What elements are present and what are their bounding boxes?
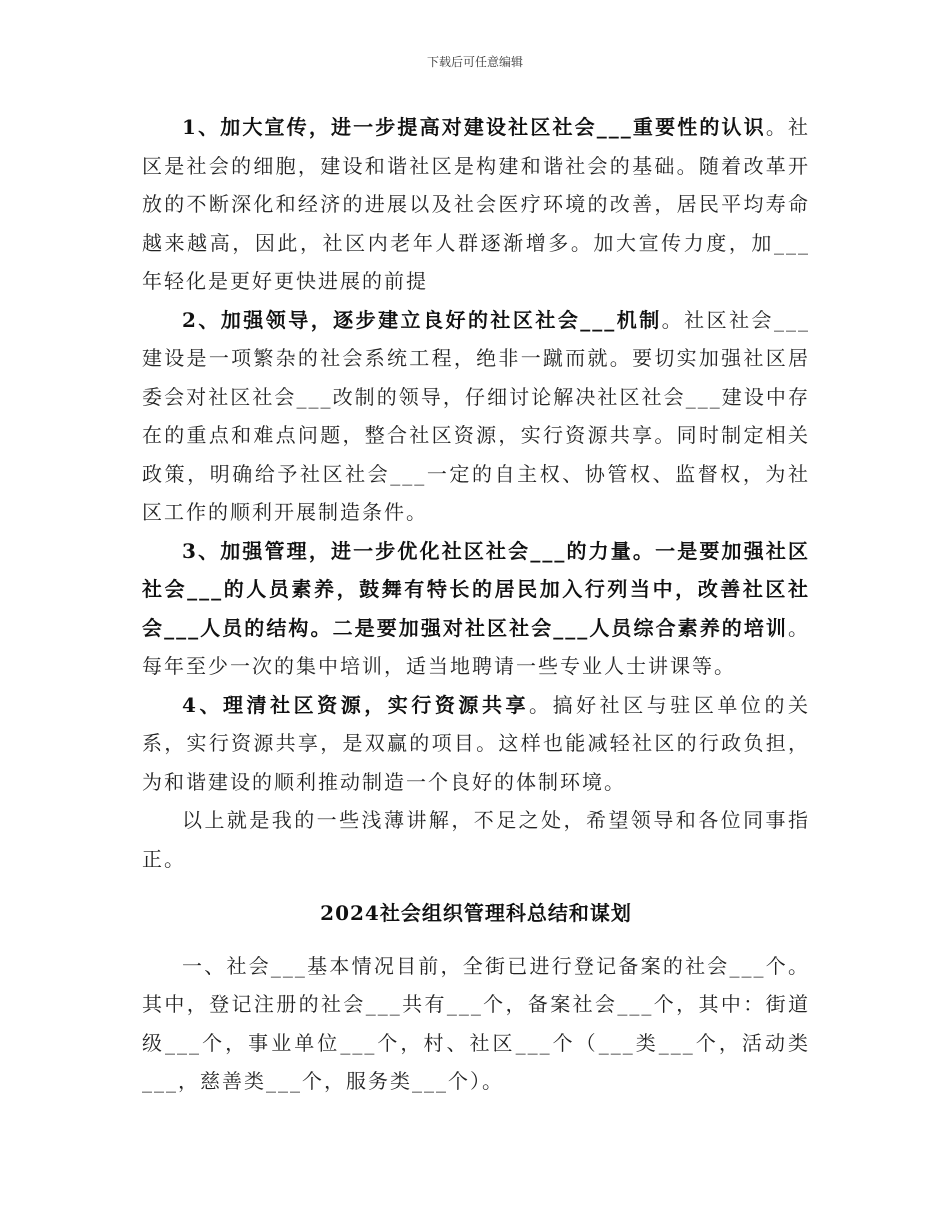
paragraph-heading: 2、加强领导，逐步建立良好的社区社会___机制 bbox=[182, 307, 662, 332]
paragraph-publicity bbox=[142, 108, 810, 301]
paragraph-leadership bbox=[142, 301, 810, 532]
paragraph-closing bbox=[142, 801, 810, 878]
paragraph-text: 一、社会___基本情况目前，全街已进行登记备案的社会___个。其中，登记注册的社会___共有___个，备案社会___个，其中：街道级___个，事业单位___个，村、社区___个（___类___个，活动类___，慈善类___个，服务类___个）。 bbox=[142, 953, 810, 1093]
paragraph-heading: 1、加大宣传，进一步提高对建设社区社会___重要性的认识 bbox=[182, 115, 766, 139]
paragraph-text: 。搞好社区与驻区单位的关系，实行资源共享，是双赢的项目。这样也能减轻社区的行政负担，为和谐建设的顺利推动制造一个良好的体制环境。 bbox=[142, 692, 811, 794]
section-title: 2024社会组织管理科总结和谋划 bbox=[320, 901, 632, 925]
paragraph-text: 以上就是我的一些浅薄讲解，不足之处，希望领导和各位同事指正。 bbox=[142, 808, 810, 871]
page-header: 下载后可任意编辑 bbox=[426, 55, 523, 69]
paragraph-text: 。社区社会___建设是一项繁杂的社会系统工程，绝非一蹴而就。要切实加强社区居委会对社区社会___改制的领导，仔细讨论解决社区社会___建设中存在的重点和难点问题，整合社区资源，实行资源共享。同时制定相关政策，明确给予社区社会___一定的自主权、协管权、监督权，为社区工作的顺利开展制造条件。 bbox=[142, 307, 810, 524]
document-body bbox=[142, 108, 810, 1101]
paragraph-heading: 3、加强管理，进一步优化社区社会___的力量。一是要加强社区社会___的人员素养，鼓舞有特长的居民加入行列当中，改善社区社会___人员的结构。二是要加强对社区社会___人员综合素养的培训 bbox=[142, 538, 810, 640]
paragraph-text: 。社区是社会的细胞，建设和谐社区是构建和谐社会的基础。随着改革开放的不断深化和经济的进展以及社会医疗环境的改善，居民平均寿命越来越高，因此，社区内老年人群逐渐增多。加大宣传力度，加___年轻化是更好更快进展的前提 bbox=[142, 115, 810, 293]
paragraph-heading: 4、理清社区资源，实行资源共享 bbox=[182, 692, 530, 717]
paragraph-basic-info bbox=[142, 947, 810, 1101]
paragraph-management bbox=[142, 532, 810, 686]
paragraph-resources bbox=[142, 686, 810, 802]
paragraph-text: 。每年至少一次的集中培训，适当地聘请一些专业人士讲课等。 bbox=[142, 615, 810, 678]
